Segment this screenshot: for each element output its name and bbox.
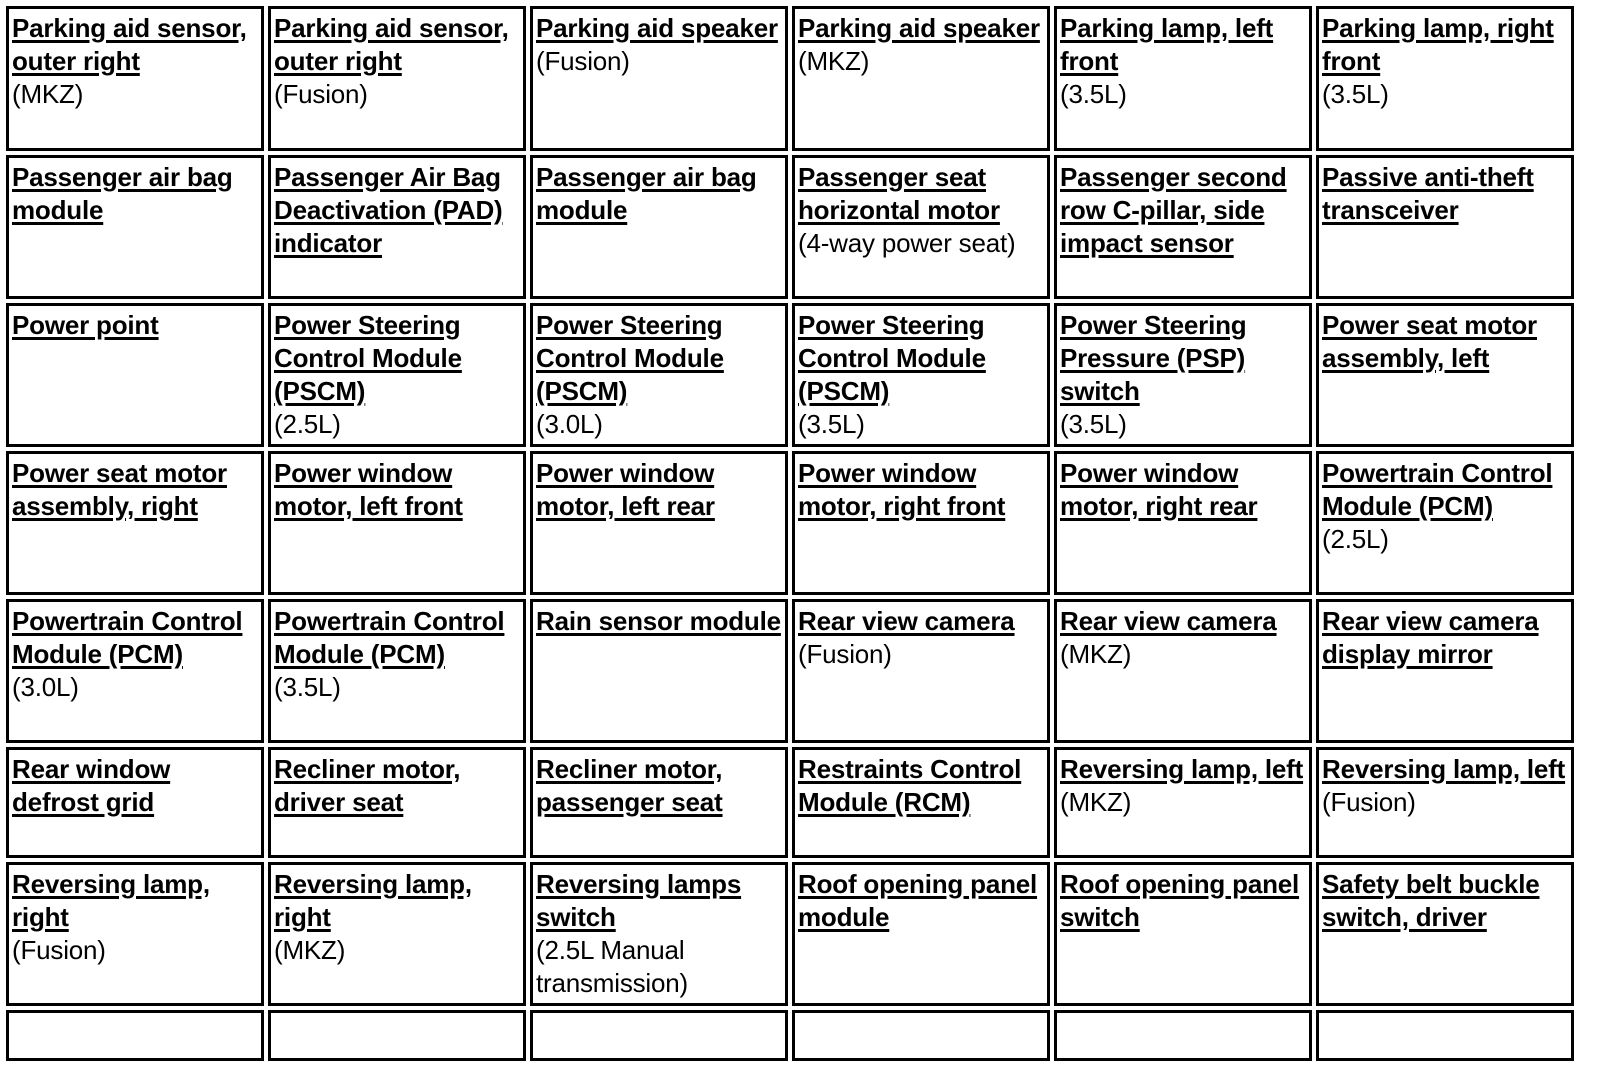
- component-note: (Fusion): [798, 639, 892, 669]
- component-link[interactable]: Power seat motor assembly, left: [1322, 310, 1537, 373]
- table-cell: [1054, 1010, 1312, 1061]
- component-note: (Fusion): [1322, 787, 1416, 817]
- component-link[interactable]: Safety belt buckle switch, driver: [1322, 869, 1540, 932]
- table-row: [6, 155, 1574, 299]
- component-link[interactable]: Powertrain Control Module (PCM): [12, 606, 243, 669]
- component-link[interactable]: Passenger Air Bag Deactivation (PAD) indicator: [274, 162, 503, 258]
- table-cell: [268, 303, 526, 447]
- table-row: [6, 862, 1574, 1006]
- table-cell: [792, 1010, 1050, 1061]
- table-cell: [6, 303, 264, 447]
- table-cell: [268, 155, 526, 299]
- component-link[interactable]: Reversing lamps switch: [536, 869, 742, 932]
- component-link[interactable]: Powertrain Control Module (PCM): [1322, 458, 1553, 521]
- component-link[interactable]: Recliner motor, driver seat: [274, 754, 461, 817]
- table-row: [6, 6, 1574, 151]
- component-link[interactable]: Rear view camera display mirror: [1322, 606, 1539, 669]
- component-note: (MKZ): [12, 79, 84, 109]
- component-note: (3.5L): [1322, 79, 1389, 109]
- table-cell: [792, 155, 1050, 299]
- table-row: [6, 1010, 1574, 1061]
- table-cell: [268, 451, 526, 595]
- component-note: (4-way power seat): [798, 228, 1016, 258]
- table-cell: [530, 747, 788, 858]
- table-cell: [268, 747, 526, 858]
- component-link[interactable]: Passive anti-theft transceiver: [1322, 162, 1534, 225]
- table-cell: [792, 747, 1050, 858]
- component-note: (3.5L): [274, 672, 341, 702]
- component-link[interactable]: Rear view camera: [1060, 606, 1277, 636]
- component-note: (3.5L): [798, 409, 865, 439]
- component-note: (2.5L): [274, 409, 341, 439]
- component-link[interactable]: Reversing lamp, right: [274, 869, 472, 932]
- table-cell: [530, 6, 788, 151]
- table-cell: [1054, 451, 1312, 595]
- component-link[interactable]: Passenger air bag module: [536, 162, 757, 225]
- component-note: (Fusion): [12, 935, 106, 965]
- component-link[interactable]: Roof opening panel module: [798, 869, 1038, 932]
- component-note: (2.5L Manual transmission): [536, 935, 688, 998]
- table-cell: [530, 451, 788, 595]
- table-cell: [1054, 862, 1312, 1006]
- table-cell: [1316, 6, 1574, 151]
- component-link[interactable]: Power Steering Control Module (PSCM): [536, 310, 724, 406]
- component-link[interactable]: Power window motor, left front: [274, 458, 463, 521]
- component-link[interactable]: Power window motor, right front: [798, 458, 1006, 521]
- table-cell: [1316, 303, 1574, 447]
- table-cell: [6, 6, 264, 151]
- component-link[interactable]: Parking lamp, left front: [1060, 13, 1274, 76]
- table-cell: [1054, 6, 1312, 151]
- table-cell: [792, 6, 1050, 151]
- component-link[interactable]: Rain sensor module: [536, 606, 781, 636]
- component-note: (3.0L): [536, 409, 603, 439]
- table-cell: [530, 303, 788, 447]
- component-link[interactable]: Reversing lamp, left: [1322, 754, 1566, 784]
- component-link[interactable]: Parking aid speaker: [798, 13, 1040, 43]
- table-cell: [268, 862, 526, 1006]
- component-link[interactable]: Power Steering Control Module (PSCM): [274, 310, 462, 406]
- table-cell: [792, 599, 1050, 743]
- table-row: [6, 451, 1574, 595]
- component-link[interactable]: Power Steering Pressure (PSP) switch: [1060, 310, 1247, 406]
- component-link[interactable]: Parking aid sensor, outer right: [12, 13, 247, 76]
- component-link[interactable]: Rear window defrost grid: [12, 754, 171, 817]
- component-note: (MKZ): [1060, 787, 1132, 817]
- component-link[interactable]: Power point: [12, 310, 159, 340]
- table-cell: [6, 599, 264, 743]
- table-cell: [1316, 451, 1574, 595]
- table-cell: [268, 1010, 526, 1061]
- component-link[interactable]: Power Steering Control Module (PSCM): [798, 310, 986, 406]
- table-cell: [792, 303, 1050, 447]
- table-cell: [530, 599, 788, 743]
- component-link[interactable]: Reversing lamp, left: [1060, 754, 1304, 784]
- table-row: [6, 303, 1574, 447]
- table-cell: [792, 451, 1050, 595]
- component-link[interactable]: Passenger seat horizontal motor: [798, 162, 1000, 225]
- component-index-table: [2, 2, 1578, 1065]
- component-link[interactable]: Reversing lamp, right: [12, 869, 210, 932]
- component-link[interactable]: Passenger air bag module: [12, 162, 233, 225]
- table-cell: [1316, 862, 1574, 1006]
- component-link[interactable]: Power seat motor assembly, right: [12, 458, 227, 521]
- component-note: (MKZ): [274, 935, 346, 965]
- component-link[interactable]: Parking lamp, right front: [1322, 13, 1554, 76]
- table-cell: [6, 747, 264, 858]
- component-link[interactable]: Rear view camera: [798, 606, 1015, 636]
- table-cell: [268, 599, 526, 743]
- component-note: (Fusion): [274, 79, 368, 109]
- component-note: (MKZ): [1060, 639, 1132, 669]
- component-link[interactable]: Parking aid speaker: [536, 13, 778, 43]
- component-note: (3.5L): [1060, 79, 1127, 109]
- table-cell: [6, 451, 264, 595]
- component-link[interactable]: Roof opening panel switch: [1060, 869, 1300, 932]
- table-cell: [1054, 303, 1312, 447]
- component-link[interactable]: Recliner motor, passenger seat: [536, 754, 723, 817]
- table-cell: [6, 1010, 264, 1061]
- table-cell: [530, 155, 788, 299]
- component-note: (MKZ): [798, 46, 870, 76]
- component-note: (Fusion): [536, 46, 630, 76]
- component-note: (2.5L): [1322, 524, 1389, 554]
- component-note: (3.5L): [1060, 409, 1127, 439]
- table-row: [6, 599, 1574, 743]
- table-cell: [1054, 599, 1312, 743]
- component-link[interactable]: Power window motor, left rear: [536, 458, 715, 521]
- table-cell: [268, 6, 526, 151]
- component-note: (3.0L): [12, 672, 79, 702]
- table-cell: [530, 862, 788, 1006]
- table-cell: [530, 1010, 788, 1061]
- component-link[interactable]: Power window motor, right rear: [1060, 458, 1258, 521]
- component-link[interactable]: Passenger second row C-pillar, side impact sensor: [1060, 162, 1287, 258]
- table-cell: [1316, 1010, 1574, 1061]
- table-cell: [1316, 155, 1574, 299]
- component-link[interactable]: Powertrain Control Module (PCM): [274, 606, 505, 669]
- table-row: [6, 747, 1574, 858]
- table-cell: [6, 862, 264, 1006]
- table-cell: [1316, 747, 1574, 858]
- table-cell: [1054, 155, 1312, 299]
- table-cell: [1054, 747, 1312, 858]
- table-cell: [6, 155, 264, 299]
- table-cell: [1316, 599, 1574, 743]
- component-link[interactable]: Restraints Control Module (RCM): [798, 754, 1022, 817]
- table-cell: [792, 862, 1050, 1006]
- component-link[interactable]: Parking aid sensor, outer right: [274, 13, 509, 76]
